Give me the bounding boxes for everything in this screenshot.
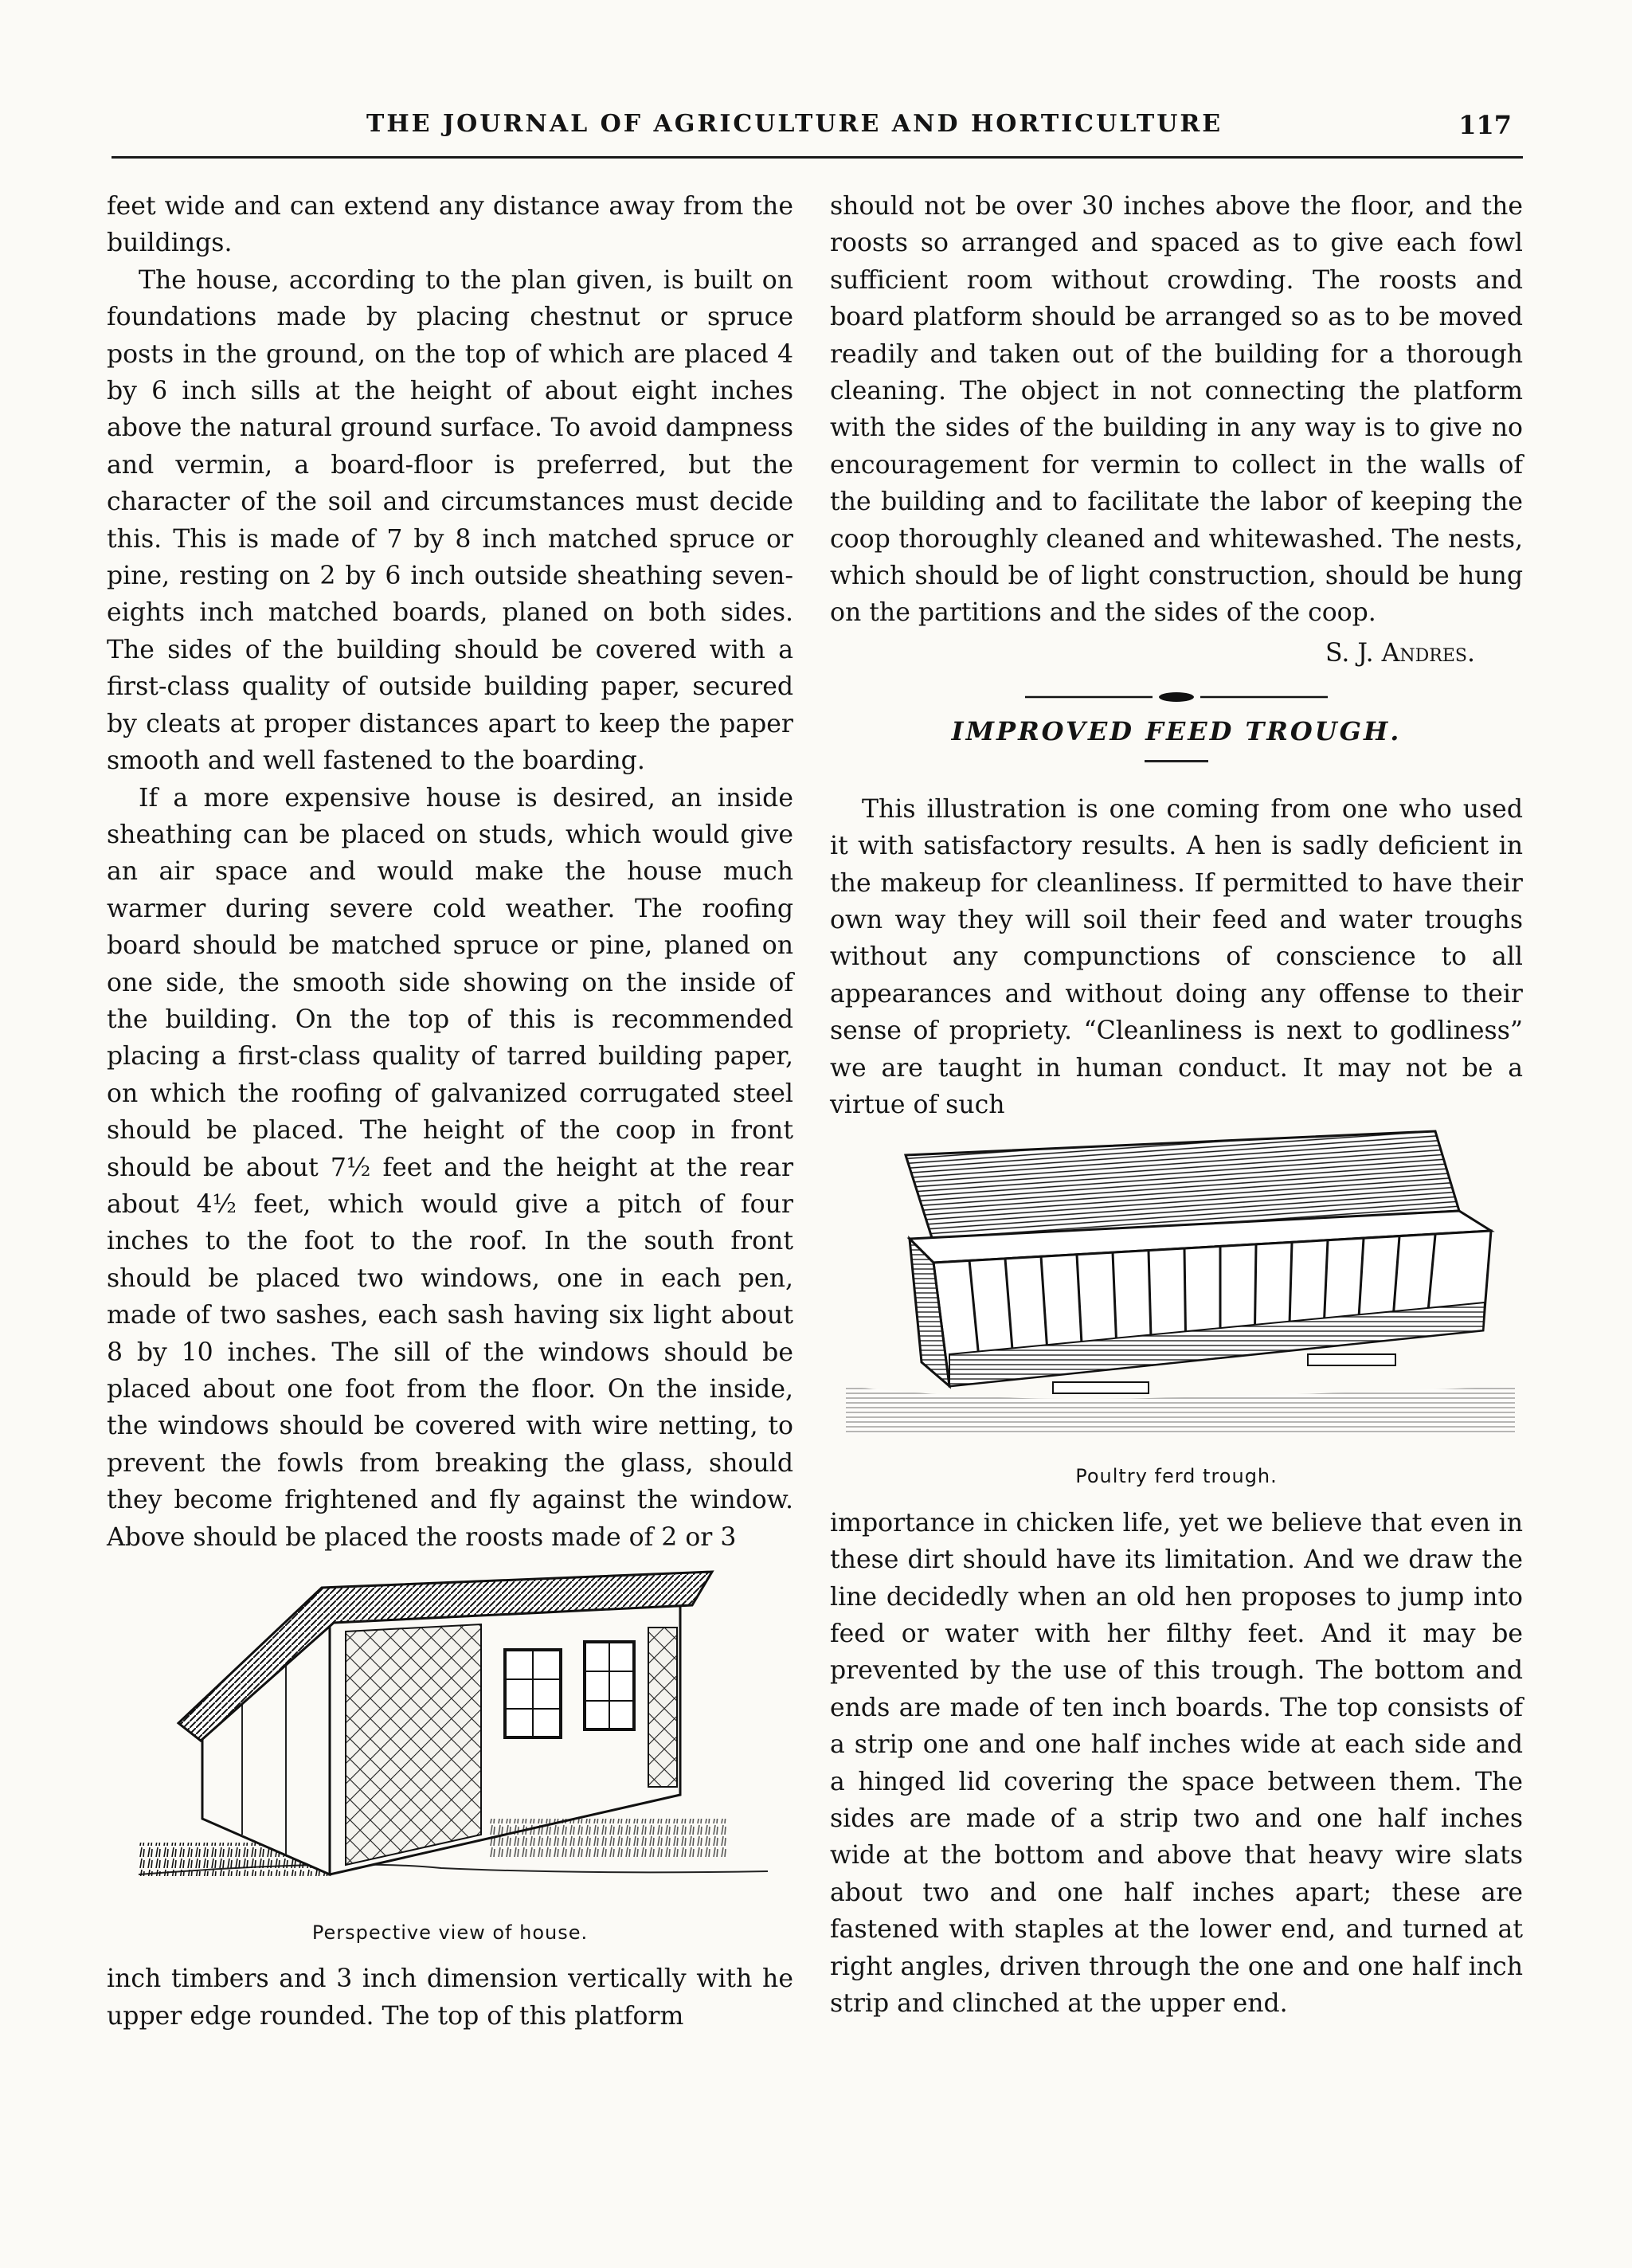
paragraph: inch timbers and 3 inch dimension vertically with he upper edge rounded. The top of this platform <box>107 1964 793 2031</box>
paragraph: If a more expensive house is desired, an inside sheathing can be placed on studs, which would give an air space and would make the house much warmer during severe cold weather. The roofing board should be matched spruce or pine, planed on one side, the smooth side showing on the inside of the building. On the top of this is recommended placing a first-class quality of tarred building paper, on which the roofing of galvanized corrugated steel should be placed. The height of the coop in front should be about 7½ feet and the height at the rear about 4½ feet, which would give a pitch of four inches to the foot to the roof. In the south front should be placed two windows, one in each pen, made of two sashes, each sash having six light about 8 by 10 inches. The sill of the windows should be placed about one foot from the floor. On the inside, the windows should be covered with wire netting, to prevent the fowls from breaking the glass, should they become frightened and fly against the window. Above should be placed the roosts made of 2 or 3 <box>107 783 793 1552</box>
section-divider-ornament <box>1025 689 1328 705</box>
paragraph: importance in chicken life, yet we believe that even in these dirt should have its limitation. And we draw the line decidedly when an old hen proposes to jump into feed or water with her filthy feet. And it may be prevented by the use of this trough. The bottom and ends are made of ten inch boards. The top consists of a strip one and one half inches wide at each side and a hinged lid covering the space between them. The sides are made of a strip two and one half inches wide at the bottom and above that heavy wire slats about two and one half inches apart; these are fastened with staples at the lower end, and turned at right angles, driven through the one and one half inch strip and clinched at the upper end. <box>830 1508 1523 2019</box>
author-signature <box>830 635 1523 672</box>
figure-caption: Poultry ferd trough. <box>1075 1465 1278 1488</box>
paragraph: The house, according to the plan given, is built on foundations made by placing chestnut or spruce posts in the ground, on the top of which are placed 4 by 6 inch sills at the height of about eight inches above the natural ground surface. To avoid dampness and vermin, a board-floor is preferred, but the character of the soil and circumstances must decide this. This is made of 7 by 8 inch matched spruce or pine, resting on 2 by 6 inch outside sheathing seven-eights inch matched boards, planed on both sides. The sides of the building should be covered with a first-class quality of outside building paper, secured by cleats at proper distances apart to keep the paper smooth and well fastened to the boarding. <box>107 265 793 776</box>
section-title: IMPROVED FEED TROUGH. <box>951 716 1402 747</box>
author-name: S. J. Andres. <box>1325 638 1475 668</box>
journal-title: THE JOURNAL OF AGRICULTURE AND HORTICULTURE <box>366 110 1223 138</box>
figure-caption: Perspective view of house. <box>311 1921 589 1945</box>
running-header <box>112 107 1521 151</box>
page-number: 117 <box>1458 110 1512 140</box>
paragraph: should not be over 30 inches above the floor, and the roosts so arranged and spaced as to give each fowl sufficient room without crowding. The roosts and board platform should be arranged so as to be moved readily and taken out of the building for a thorough cleaning. The object in not connecting the platform with the sides of the building in any way is to give no encouragement for vermin to collect in the walls of the building and to facilitate the labor of keeping the coop thoroughly cleaned and whitewashed. The nests, which should be of light construction, should be hung on the partitions and the sides of the coop. <box>830 192 1523 628</box>
left-column <box>107 188 793 2035</box>
feed-trough-illustration <box>830 1123 1523 1450</box>
right-column <box>830 188 1523 2022</box>
title-rule <box>1145 760 1208 762</box>
paragraph: This illustration is one coming from one who used it with satisfactory results. A hen is sadly deficient in the makeup for cleanliness. If permitted to have their own way they will soil their feed and water troughs without any compunctions of conscience to all appearances and without doing any offense to their sense of propriety. “Cleanliness is next to godliness” we are taught in human conduct. It may not be a virtue of such <box>830 794 1523 1119</box>
paragraph: feet wide and can extend any distance away from the buildings. <box>107 192 793 258</box>
header-rule <box>112 156 1523 159</box>
house-illustration <box>107 1556 793 1906</box>
